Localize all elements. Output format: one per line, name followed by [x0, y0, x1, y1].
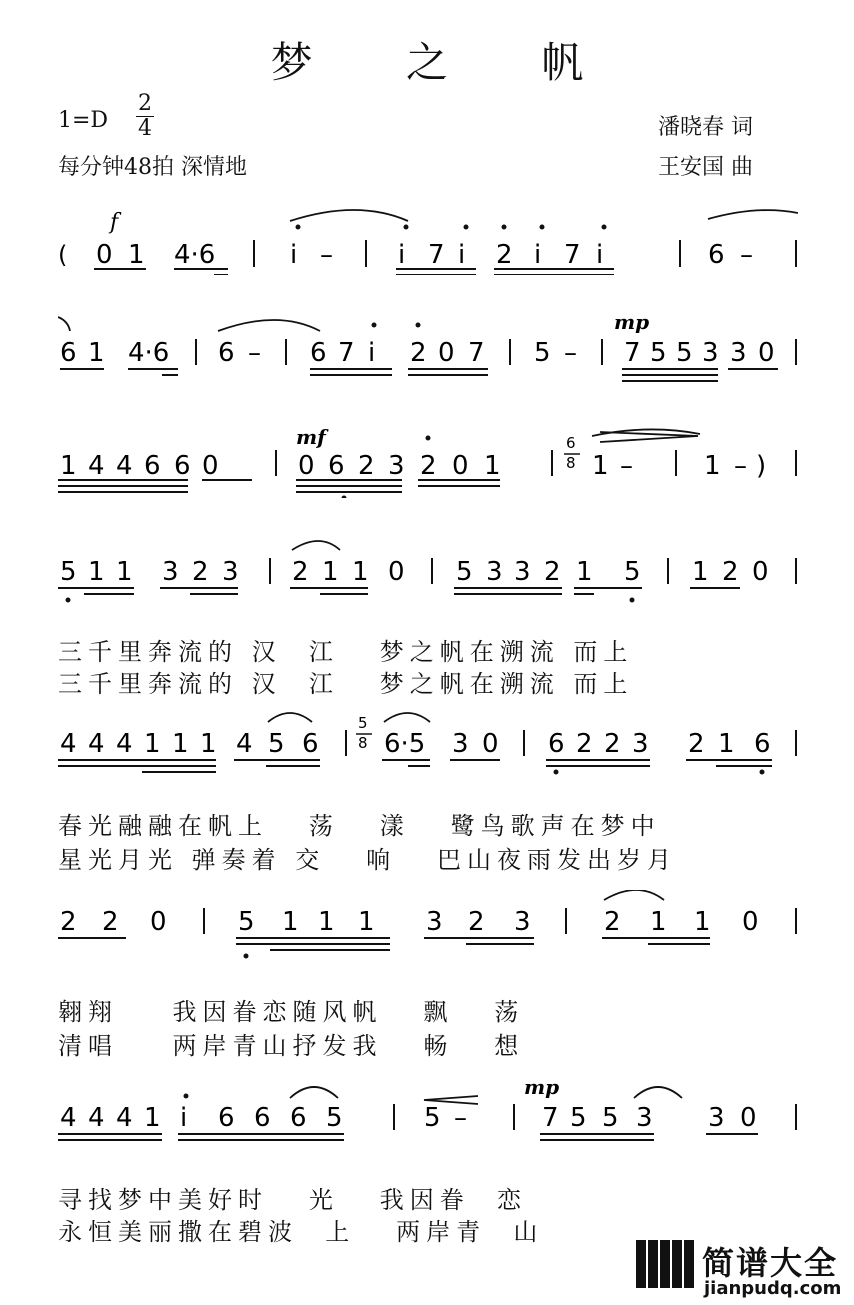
- svg-text:3: 3: [730, 338, 747, 368]
- svg-text:5: 5: [268, 729, 285, 759]
- svg-text:0: 0: [758, 338, 775, 368]
- watermark-logo: [636, 1238, 852, 1302]
- svg-text:3: 3: [514, 557, 531, 587]
- svg-text:1: 1: [318, 907, 335, 937]
- lyric-line-4a: 寻找梦中美好时 光 我因眷 恋: [58, 1186, 528, 1214]
- svg-text:7: 7: [338, 338, 355, 368]
- lyric-line-4b: 永恒美丽撒在碧波 上 两岸青 山: [58, 1218, 544, 1246]
- svg-text:6: 6: [218, 1103, 235, 1133]
- svg-text:4: 4: [60, 1103, 77, 1133]
- svg-text:6: 6: [218, 338, 235, 368]
- svg-text:7: 7: [624, 338, 641, 368]
- svg-text:6: 6: [754, 729, 771, 759]
- score-row-5: [58, 712, 798, 782]
- time-signature: [134, 92, 156, 141]
- svg-text:–: –: [734, 451, 747, 481]
- notation-row: [58, 890, 798, 960]
- lyric-line-1b: 三千里奔流的 汉 江 梦之帆在溯流 而上: [58, 670, 634, 698]
- svg-text:1: 1: [358, 907, 375, 937]
- svg-text:4·6: 4·6: [128, 338, 170, 368]
- svg-text:1: 1: [576, 557, 593, 587]
- svg-text:6: 6: [60, 338, 77, 368]
- svg-text:2: 2: [722, 557, 739, 587]
- svg-text:i: i: [458, 240, 466, 270]
- svg-text:i: i: [368, 338, 376, 368]
- svg-text:1: 1: [352, 557, 369, 587]
- svg-text:1: 1: [88, 557, 105, 587]
- svg-text:6: 6: [144, 451, 161, 481]
- svg-text:1: 1: [88, 338, 105, 368]
- svg-text:2: 2: [544, 557, 561, 587]
- svg-text:mp: mp: [614, 315, 650, 334]
- svg-text:3: 3: [162, 557, 179, 587]
- watermark-url: jianpudq.com: [704, 1278, 842, 1299]
- svg-text:0: 0: [388, 557, 405, 587]
- svg-text:–: –: [564, 338, 577, 368]
- svg-text:5: 5: [534, 338, 551, 368]
- svg-text:1: 1: [128, 240, 145, 270]
- lyric-line-3a: 翱翔 我因眷恋随风帆 飘 荡: [58, 998, 525, 1026]
- svg-text:i: i: [398, 240, 406, 270]
- svg-text:5: 5: [676, 338, 693, 368]
- svg-text:0: 0: [452, 451, 469, 481]
- svg-text:5: 5: [424, 1103, 441, 1133]
- svg-text:3: 3: [708, 1103, 725, 1133]
- svg-text:4: 4: [116, 1103, 133, 1133]
- svg-text:0: 0: [742, 907, 759, 937]
- svg-text:2: 2: [468, 907, 485, 937]
- svg-text:6: 6: [310, 338, 327, 368]
- svg-text:1: 1: [116, 557, 133, 587]
- svg-text:1: 1: [200, 729, 217, 759]
- svg-text:3: 3: [636, 1103, 653, 1133]
- lyric-line-2a: 春光融融在帆上 荡 漾 鹭鸟歌声在梦中: [58, 812, 661, 840]
- svg-text:i: i: [180, 1103, 188, 1133]
- svg-text:4: 4: [236, 729, 253, 759]
- svg-text:): ): [756, 451, 767, 481]
- lyric-line-1a: 三千里奔流的 汉 江 梦之帆在溯流 而上: [58, 638, 634, 666]
- svg-text:–: –: [248, 338, 261, 368]
- svg-text:0: 0: [482, 729, 499, 759]
- svg-text:1: 1: [322, 557, 339, 587]
- svg-text:2: 2: [358, 451, 375, 481]
- svg-text:0: 0: [438, 338, 455, 368]
- notation-row: [58, 205, 798, 275]
- score-row-2: [58, 315, 798, 385]
- svg-text:2: 2: [576, 729, 593, 759]
- svg-text:–: –: [740, 240, 753, 270]
- svg-text:5: 5: [456, 557, 473, 587]
- svg-text:3: 3: [222, 557, 239, 587]
- lyricist-credit: 潘晓春 词: [658, 115, 753, 140]
- svg-text:3: 3: [486, 557, 503, 587]
- lyric-line-2b: 星光月光 弹奏着 交 响 巴山夜雨发出岁月: [58, 846, 678, 874]
- piano-keys-icon: [636, 1240, 696, 1288]
- svg-text:0: 0: [740, 1103, 757, 1133]
- svg-text:2: 2: [604, 907, 621, 937]
- notation-row: [58, 428, 798, 498]
- svg-text:8: 8: [358, 734, 368, 752]
- svg-text:1: 1: [484, 451, 501, 481]
- svg-text:6: 6: [328, 451, 345, 481]
- svg-text:0: 0: [202, 451, 219, 481]
- score-row-3: [58, 428, 798, 498]
- score-row-6: [58, 890, 798, 960]
- svg-text:i: i: [534, 240, 542, 270]
- tempo-marking: 每分钟48拍 深情地: [58, 155, 247, 180]
- svg-text:5: 5: [650, 338, 667, 368]
- score-row-1: [58, 205, 798, 275]
- svg-text:2: 2: [102, 907, 119, 937]
- time-signature-bottom: 4: [138, 116, 152, 141]
- svg-text:0: 0: [96, 240, 113, 270]
- svg-text:5: 5: [60, 557, 77, 587]
- svg-text:1: 1: [692, 557, 709, 587]
- watermark-brand: 简谱大全: [702, 1244, 839, 1282]
- svg-text:1: 1: [592, 451, 609, 481]
- svg-text:1: 1: [144, 1103, 161, 1133]
- svg-text:6: 6: [302, 729, 319, 759]
- svg-text:4: 4: [88, 1103, 105, 1133]
- svg-text:6: 6: [174, 451, 191, 481]
- svg-text:2: 2: [410, 338, 427, 368]
- svg-text:4: 4: [60, 729, 77, 759]
- svg-text:2: 2: [292, 557, 309, 587]
- svg-text:3: 3: [702, 338, 719, 368]
- svg-text:1: 1: [650, 907, 667, 937]
- score-row-7: [58, 1078, 798, 1148]
- svg-text:6: 6: [290, 1103, 307, 1133]
- svg-text:6: 6: [566, 434, 576, 452]
- svg-text:–: –: [620, 451, 633, 481]
- svg-text:4: 4: [88, 729, 105, 759]
- svg-text:1: 1: [718, 729, 735, 759]
- svg-text:6: 6: [254, 1103, 271, 1133]
- svg-text:4: 4: [88, 451, 105, 481]
- svg-text:5: 5: [358, 714, 368, 732]
- svg-text:5: 5: [624, 557, 641, 587]
- lyric-line-3b: 清唱 两岸青山抒发我 畅 想: [58, 1032, 525, 1060]
- svg-text:7: 7: [542, 1103, 559, 1133]
- svg-text:7: 7: [468, 338, 485, 368]
- svg-text:2: 2: [192, 557, 209, 587]
- svg-text:6: 6: [548, 729, 565, 759]
- svg-text:2: 2: [604, 729, 621, 759]
- notation-row: [58, 315, 798, 385]
- svg-text:5: 5: [602, 1103, 619, 1133]
- svg-text:f: f: [110, 210, 119, 235]
- score-row-4: [58, 540, 798, 610]
- svg-text:0: 0: [298, 451, 315, 481]
- svg-text:1: 1: [172, 729, 189, 759]
- svg-text:–: –: [320, 240, 333, 270]
- svg-text:3: 3: [514, 907, 531, 937]
- svg-text:1: 1: [144, 729, 161, 759]
- svg-text:mp: mp: [524, 1078, 560, 1099]
- svg-text:1: 1: [282, 907, 299, 937]
- svg-text:0: 0: [752, 557, 769, 587]
- svg-text:i: i: [290, 240, 298, 270]
- svg-text:3: 3: [632, 729, 649, 759]
- svg-text:1: 1: [704, 451, 721, 481]
- svg-text:4: 4: [116, 729, 133, 759]
- svg-text:4: 4: [116, 451, 133, 481]
- svg-text:7: 7: [428, 240, 445, 270]
- key-signature: 1=D: [58, 108, 109, 133]
- svg-text:3: 3: [388, 451, 405, 481]
- notation-row: [58, 540, 798, 610]
- song-title: 梦 之 帆: [270, 38, 624, 87]
- svg-text:–: –: [454, 1103, 467, 1133]
- svg-text:(: (: [58, 241, 68, 269]
- svg-text:3: 3: [426, 907, 443, 937]
- svg-text:0: 0: [150, 907, 167, 937]
- svg-text:3: 3: [452, 729, 469, 759]
- svg-text:6: 6: [708, 240, 725, 270]
- composer-credit: 王安国 曲: [658, 155, 753, 180]
- svg-text:1: 1: [694, 907, 711, 937]
- svg-text:7: 7: [564, 240, 581, 270]
- svg-text:8: 8: [566, 454, 576, 472]
- svg-text:5: 5: [570, 1103, 587, 1133]
- svg-text:2: 2: [420, 451, 437, 481]
- svg-text:4·6: 4·6: [174, 240, 216, 270]
- svg-text:2: 2: [60, 907, 77, 937]
- svg-text:5: 5: [238, 907, 255, 937]
- svg-text:i: i: [596, 240, 604, 270]
- svg-text:2: 2: [688, 729, 705, 759]
- notation-row: [58, 712, 798, 782]
- svg-text:mf: mf: [296, 428, 326, 449]
- time-signature-top: 2: [138, 91, 152, 116]
- svg-text:2: 2: [496, 240, 513, 270]
- svg-text:6·5: 6·5: [384, 729, 426, 759]
- notation-row: [58, 1078, 798, 1148]
- svg-text:1: 1: [60, 451, 77, 481]
- svg-text:5: 5: [326, 1103, 343, 1133]
